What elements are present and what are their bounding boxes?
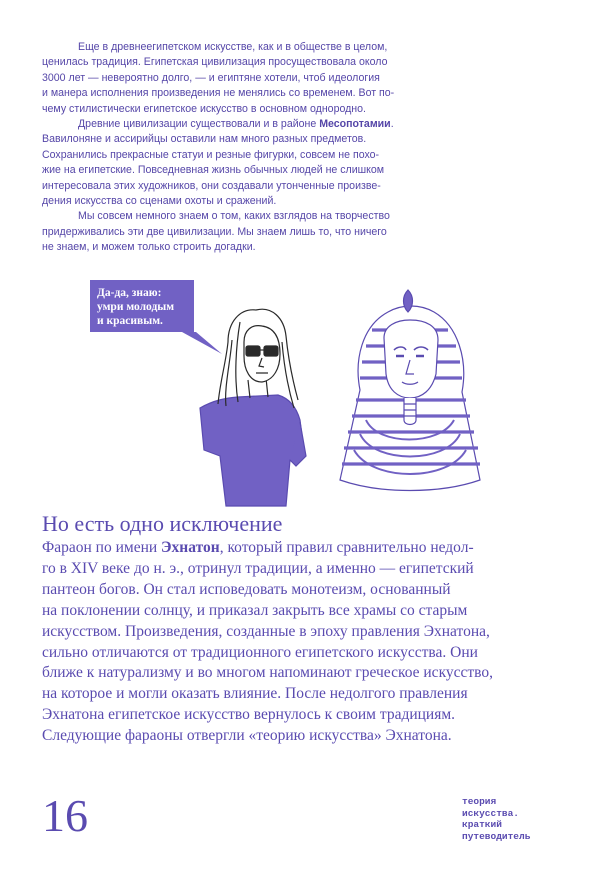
speech-bubble-line: Да-да, знаю: — [97, 287, 162, 299]
running-title-line: теория — [462, 796, 497, 807]
body-text-span: , который правил сравнительно недол- — [219, 539, 474, 556]
body-line: ближе к натурализму и во многом напоминают греческое искусство, — [42, 664, 493, 682]
pharaoh-beard — [404, 398, 416, 425]
running-title-line: искусства. — [462, 807, 520, 819]
running-title — [462, 796, 530, 842]
intro-line: дения искусства со сценами охоты и сражений. — [42, 195, 277, 208]
glasses-left — [246, 346, 260, 356]
man-shirt — [200, 395, 304, 506]
intro-line: интересовала этих художников, они создавали утонченные произве- — [42, 179, 381, 192]
body-line: сильно отличаются от традиционного египетского искусства. Они — [42, 643, 478, 661]
speech-bubble-line: и красивым. — [97, 315, 163, 327]
glasses-right — [264, 346, 278, 356]
intro-paragraph-3 — [42, 209, 462, 255]
pharaoh-face — [384, 320, 438, 398]
intro-paragraph-1 — [42, 40, 462, 117]
body-line — [42, 538, 562, 559]
speech-bubble — [90, 280, 194, 332]
body-line: Эхнатона египетское искусство вернулось к своим традициям. — [42, 706, 456, 724]
body-line: Следующие фараоны отвергли «теорию искусства» Эхнатона. — [42, 727, 452, 745]
body-line: пантеон богов. Он стал исповедовать монотеизм, основанный — [42, 580, 451, 598]
intro-line: чему стилистически египетское искусство в основном однородно. — [42, 102, 366, 115]
intro-line: 3000 лет — невероятно долго, — и египтяне хотели, чтоб идеология — [42, 71, 380, 84]
section-heading: Но есть одно исключение — [42, 511, 283, 536]
body-text-span: Фараон по имени — [42, 539, 162, 556]
running-title-line: путеводитель — [462, 830, 531, 842]
pharaoh-mask-figure — [340, 290, 480, 491]
intro-line: придерживались эти две цивилизации. Мы знаем лишь то, что ничего — [42, 225, 387, 238]
intro-line: Мы совсем немного знаем о том, каких взглядов на творчество — [78, 210, 390, 223]
body-line: го в XIV веке до н. э., отринул традиции, а именно — египетский — [42, 559, 474, 577]
body-line: на которое и могли оказать влияние. После недолгого правления — [42, 685, 468, 703]
speech-bubble-line: умри молодым — [97, 301, 175, 313]
intro-text — [42, 40, 462, 256]
intro-line: не знаем, и можем только строить догадки. — [42, 241, 256, 254]
mesopotamia-term: Месопотамии — [319, 118, 391, 131]
page-number: 16 — [42, 790, 88, 841]
uraeus-icon — [404, 290, 413, 312]
intro-line: и манера исполнения произведения не менялись со временем. Вот по- — [42, 87, 395, 100]
intro-paragraph-2 — [42, 117, 462, 209]
section-body — [42, 538, 562, 747]
akhenaten-term: Эхнатон — [161, 539, 220, 556]
intro-line: ценилась традиция. Египетская цивилизация просуществовала около — [42, 56, 388, 69]
intro-line: Еще в древнеегипетском искусстве, как и в обществе в целом, — [78, 41, 388, 53]
speech-bubble-tail — [182, 332, 222, 354]
intro-line: Древние цивилизации существовали и в районе — [78, 118, 320, 131]
intro-line: Вавилоняне и ассирийцы оставили нам много разных предметов. — [42, 133, 367, 146]
body-line: на поклонении солнцу, и приказал закрыть все храмы со старым — [42, 601, 468, 619]
intro-line: . — [390, 118, 394, 131]
body-line: искусством. Произведения, созданные в эпоху правления Эхнатона, — [42, 622, 490, 640]
running-title-line: краткий — [462, 819, 502, 830]
intro-line: жие на египетские. Повседневная жизнь обычных людей не слишком — [42, 164, 385, 177]
intro-line: Сохранились прекрасные статуи и резные фигурки, совсем не похо- — [42, 148, 380, 161]
man-figure — [200, 309, 306, 506]
